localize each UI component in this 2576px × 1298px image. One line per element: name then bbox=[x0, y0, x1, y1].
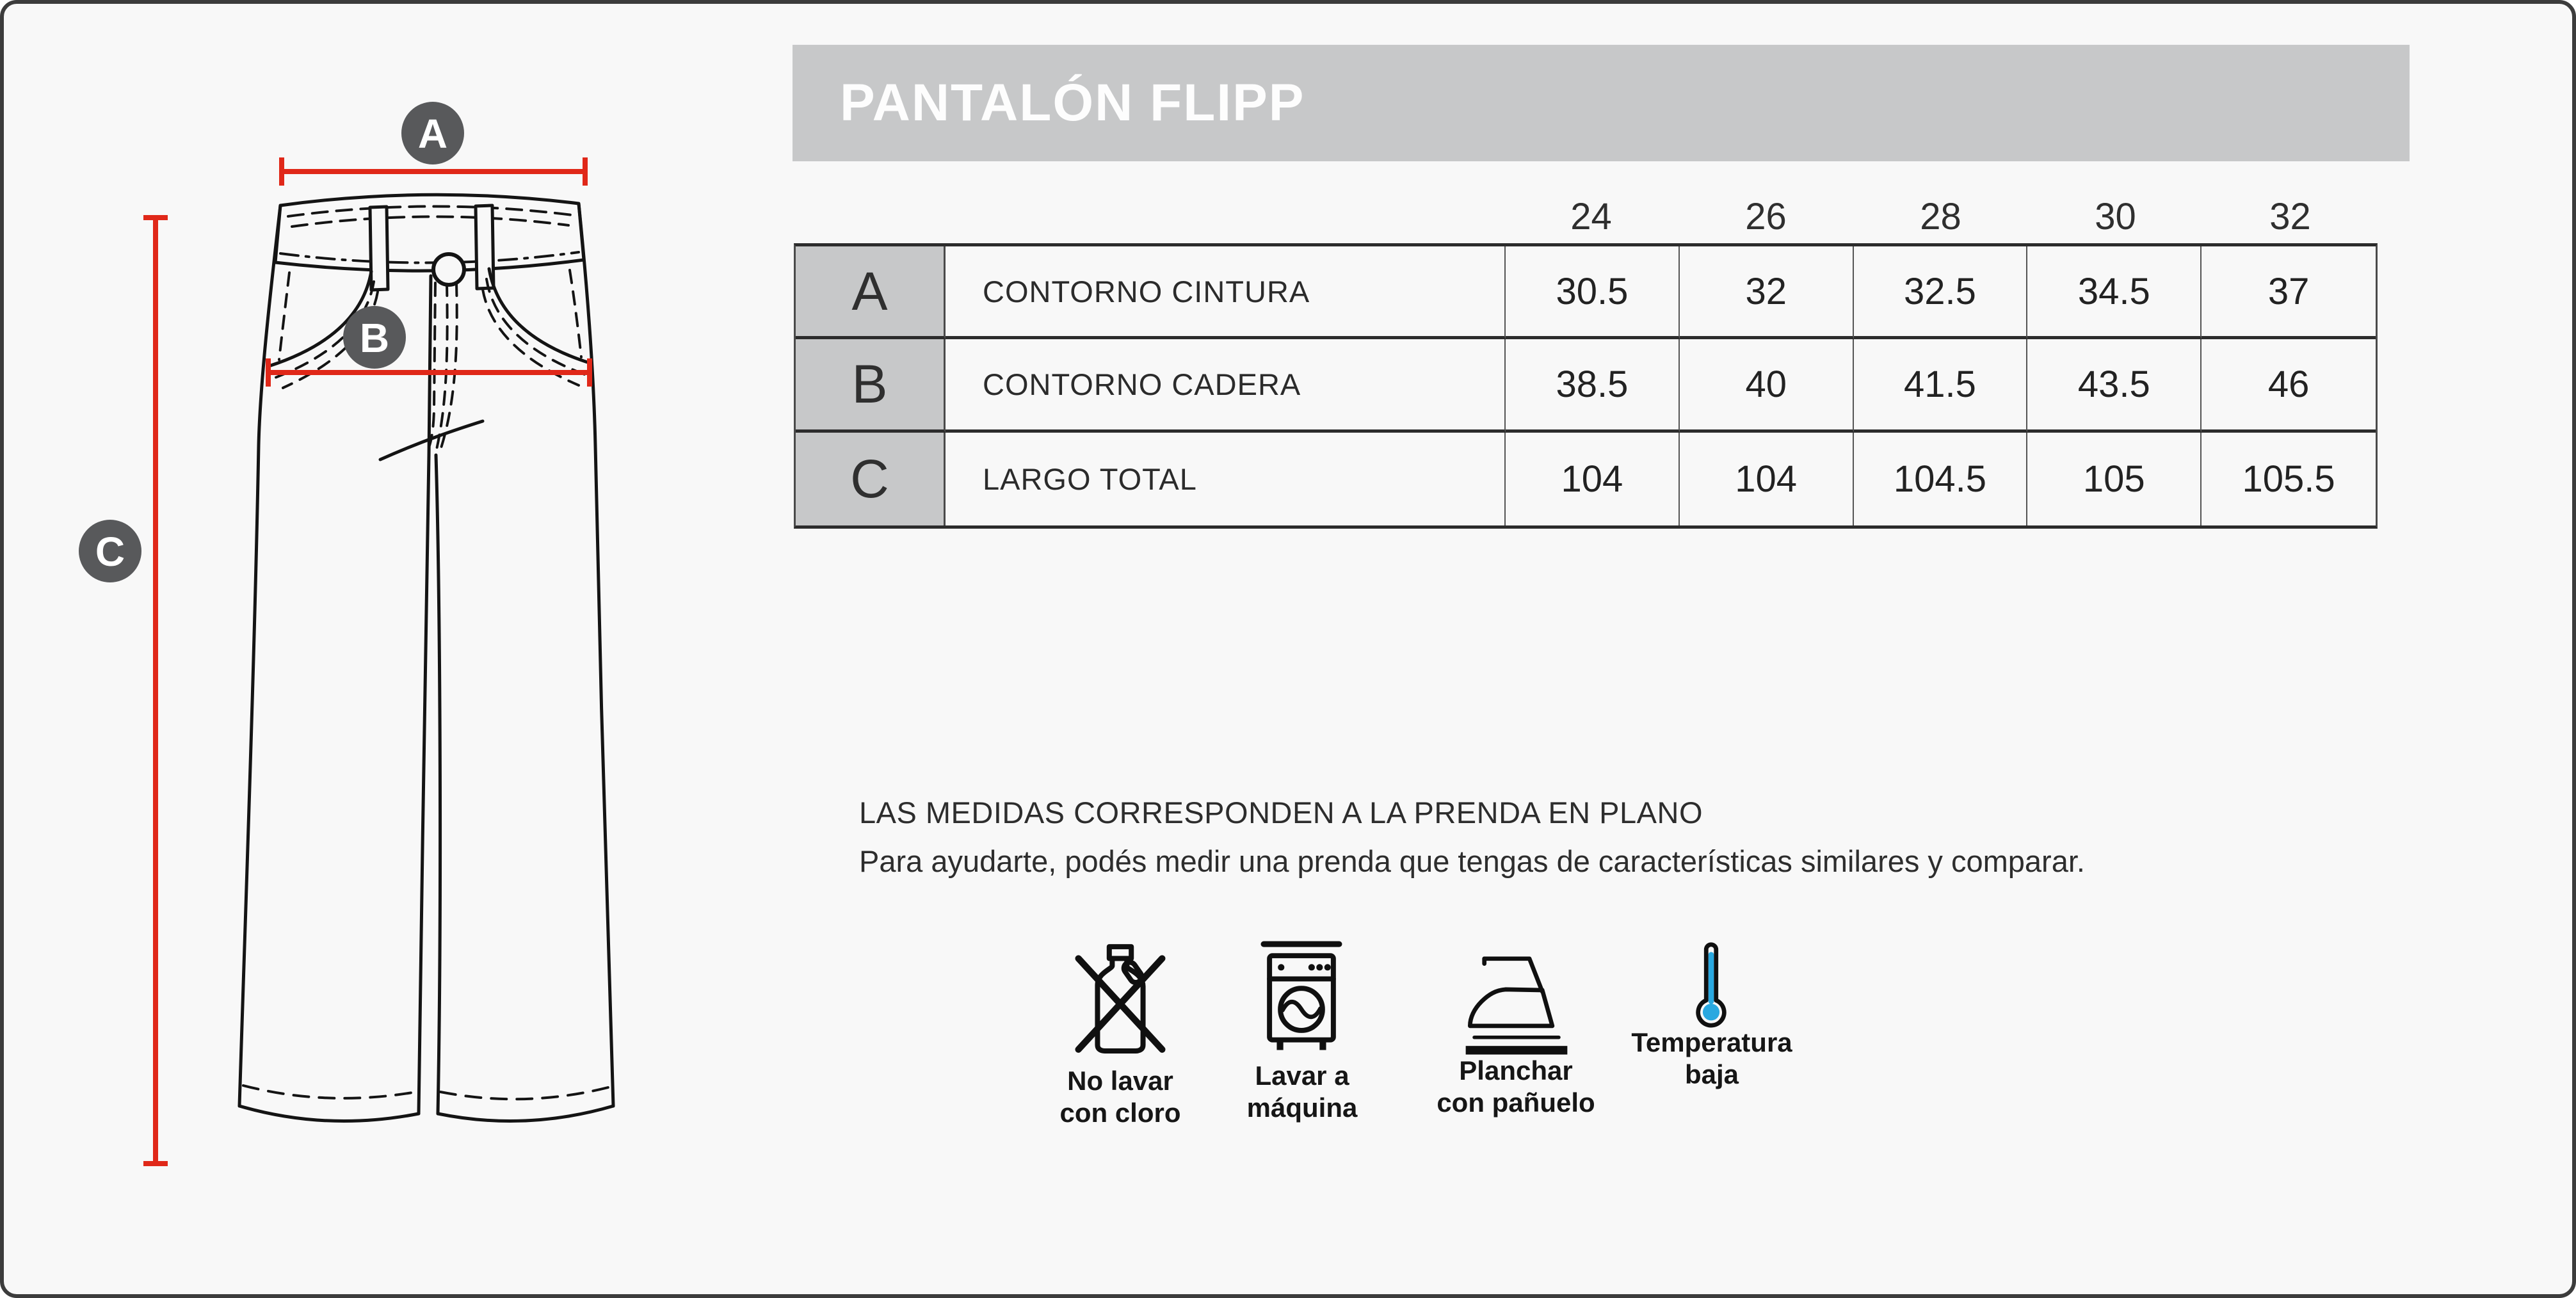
care-label-iron-with-cloth bbox=[1437, 1055, 1595, 1119]
marker-b-badge bbox=[343, 306, 406, 369]
table-value: 30.5 bbox=[1506, 246, 1680, 339]
no-bleach-icon bbox=[1065, 942, 1175, 1060]
table-value: 104 bbox=[1680, 433, 1854, 525]
table-value: 37 bbox=[2202, 246, 2376, 339]
row-label: LARGO TOTAL bbox=[946, 433, 1506, 525]
table-value: 40 bbox=[1680, 339, 1854, 432]
marker-a-label: A bbox=[417, 111, 448, 157]
pants-outline bbox=[239, 195, 613, 1121]
table-value: 32 bbox=[1680, 246, 1854, 339]
care-label-low-temperature bbox=[1631, 1027, 1792, 1091]
care-label-line: Planchar bbox=[1459, 1055, 1573, 1086]
care-label-line: máquina bbox=[1246, 1093, 1358, 1123]
care-label-machine-wash bbox=[1247, 1060, 1358, 1124]
table-value: 46 bbox=[2202, 339, 2376, 432]
page-title: PANTALÓN FLIPP bbox=[840, 74, 1305, 132]
measurement-help-note: Para ayudarte, podés medir una prenda que tengas de características similares y comparar. bbox=[859, 844, 2085, 878]
washing-machine-icon bbox=[1253, 938, 1349, 1058]
measurement-table bbox=[794, 243, 2378, 529]
button-detail bbox=[433, 254, 464, 285]
care-label-no-bleach bbox=[1059, 1065, 1180, 1129]
table-value: 104 bbox=[1506, 433, 1680, 525]
row-letter: C bbox=[796, 433, 946, 525]
size-column-header: 26 bbox=[1745, 196, 1787, 237]
table-value: 32.5 bbox=[1854, 246, 2028, 339]
size-column-header: 28 bbox=[1920, 196, 1961, 237]
care-label-line: con pañuelo bbox=[1437, 1087, 1595, 1118]
table-value: 104.5 bbox=[1854, 433, 2028, 525]
table-value: 43.5 bbox=[2027, 339, 2202, 432]
care-label-line: baja bbox=[1684, 1059, 1739, 1089]
size-header-row bbox=[1504, 193, 2378, 241]
title-bar bbox=[793, 45, 2410, 161]
care-label-line: con cloro bbox=[1059, 1098, 1181, 1128]
marker-a-badge bbox=[401, 102, 464, 164]
size-column-header: 24 bbox=[1570, 196, 1612, 237]
row-label: CONTORNO CINTURA bbox=[946, 246, 1506, 339]
size-column-header: 32 bbox=[2269, 196, 2311, 237]
table-value: 105 bbox=[2027, 433, 2202, 525]
iron-icon bbox=[1456, 949, 1577, 1056]
row-letter: B bbox=[796, 339, 946, 432]
dimension-line-c bbox=[143, 218, 168, 1164]
marker-c-badge bbox=[79, 520, 141, 582]
measurement-note: LAS MEDIDAS CORRESPONDEN A LA PRENDA EN PLANO bbox=[859, 796, 1703, 829]
care-label-line: Lavar a bbox=[1255, 1061, 1349, 1091]
care-label-line: Temperatura bbox=[1631, 1027, 1792, 1057]
table-value: 41.5 bbox=[1854, 339, 2028, 432]
table-value: 105.5 bbox=[2242, 458, 2335, 500]
table-value: 38.5 bbox=[1506, 339, 1680, 432]
low-temperature-icon bbox=[1691, 938, 1731, 1040]
size-column-header: 30 bbox=[2095, 196, 2136, 237]
row-letter: A bbox=[796, 246, 946, 339]
pants-technical-drawing bbox=[4, 4, 772, 1298]
marker-c-label: C bbox=[95, 529, 125, 575]
marker-b-label: B bbox=[359, 315, 390, 361]
row-label: CONTORNO CADERA bbox=[946, 339, 1506, 432]
care-label-line: No lavar bbox=[1067, 1066, 1173, 1096]
table-value: 34.5 bbox=[2027, 246, 2202, 339]
